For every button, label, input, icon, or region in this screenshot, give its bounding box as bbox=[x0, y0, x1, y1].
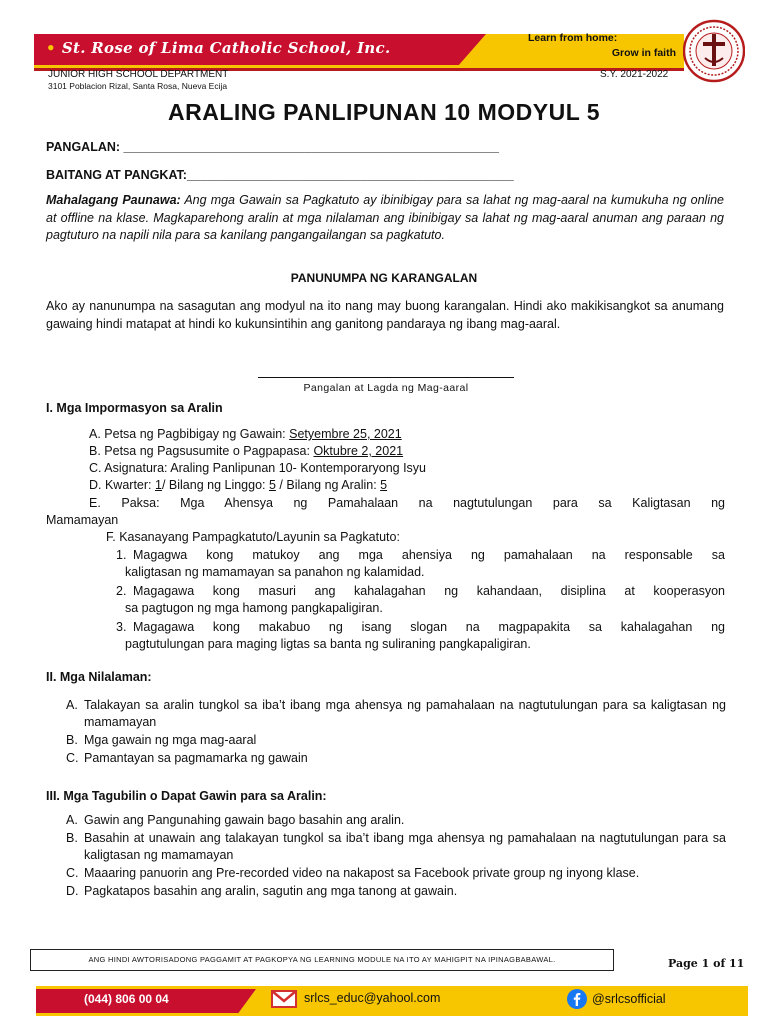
list-item-letter: C. bbox=[66, 751, 79, 765]
objective-line-1: Magagawa kong makabuo ng isang slogan na magpapakita sa kahalagahan ng bbox=[133, 620, 725, 634]
date-due: Oktubre 2, 2021 bbox=[313, 444, 404, 458]
list-item-text: Mga gawain ng mga mag-aaral bbox=[84, 733, 257, 747]
list-item bbox=[46, 732, 726, 749]
grade-label: BAITANG AT PANGKAT: bbox=[46, 168, 187, 182]
list-item bbox=[46, 750, 726, 767]
name-label: PANGALAN: bbox=[46, 140, 124, 154]
list-item-text: Maaaring panuorin ang Pre-recorded video na nakapost sa Facebook private group ng inyong klase. bbox=[84, 866, 640, 880]
list-item-text: Gawin ang Pangunahing gawain bago basahin ang aralin. bbox=[84, 813, 405, 827]
oath-text: Ako ay nanunumpa na sasagutan ang modyul na ito nang may buong karangalan. Hindi ako makikisangkot sa anumang gawaing hindi matapat at hindi ko kukunsintihin ang ganitong pandaraya ng ibang mag-aaral. bbox=[46, 299, 724, 331]
list-item-letter: A. bbox=[66, 813, 78, 827]
list-item-text: Pagkatapos basahin ang aralin, sagutin ang mga tanong at gawain. bbox=[84, 884, 458, 898]
facebook-handle[interactable]: @srlcsofficial bbox=[592, 992, 666, 1006]
grade-line: _______________________________________________ bbox=[186, 168, 514, 182]
page-title: ARALING PANLIPUNAN 10 MODYUL 5 bbox=[167, 99, 601, 125]
objective-line-2: sa pagtugon ng mga hamong pangkapaligiran. bbox=[125, 601, 383, 615]
department: JUNIOR HIGH SCHOOL DEPARTMENT bbox=[48, 69, 229, 80]
list-item-text: Talakayan sa aralin tungkol sa iba’t ibang mga ahensya ng pamahalaan na nagtutulungan para sa kaligtasan ng mamamayan bbox=[84, 698, 726, 729]
mail-icon bbox=[271, 990, 297, 1008]
info-e-line2: Mamamayan bbox=[46, 513, 119, 527]
list-item bbox=[46, 883, 726, 900]
name-line: ______________________________________________________ bbox=[123, 140, 499, 154]
objective-line-1: Magagawa kong masuri ang kahalagahan ng kahandaan, disiplina at kooperasyon bbox=[133, 584, 725, 598]
grade-field bbox=[46, 168, 514, 182]
info-d: D. Kwarter: 1/ Bilang ng Linggo: 5 / Bilang ng Aralin: 5 bbox=[89, 478, 388, 492]
objective-line-2: kaligtasan ng mamamayan sa panahon ng kalamidad. bbox=[125, 565, 425, 579]
info-b: B. Petsa ng Pagsusumite o Pagpapasa: Oktubre 2, 2021 bbox=[89, 444, 404, 458]
objective-number: 2. bbox=[116, 584, 127, 598]
section-2-heading: II. Mga Nilalaman: bbox=[46, 670, 152, 684]
list-item-letter: B. bbox=[66, 733, 78, 747]
objective-line-1: Magagwa kong matukoy ang mga ahensiya ng pamahalaan na responsable sa bbox=[133, 548, 725, 562]
info-e-line1: E. Paksa: Mga Ahensya ng Pamahalaan na nagtutulungan para sa Kaligtasan ng bbox=[89, 496, 725, 510]
list-item bbox=[46, 812, 726, 829]
school-year: S.Y. 2021-2022 bbox=[600, 69, 669, 80]
important-notice bbox=[46, 192, 724, 245]
info-f: F. Kasanayang Pampagkatuto/Layunin sa Pagkatuto: bbox=[106, 530, 400, 544]
motto-line-2: Grow in faith bbox=[611, 47, 676, 59]
info-a: A. Petsa ng Pagbibigay ng Gawain: Setyembre 25, 2021 bbox=[89, 427, 402, 441]
signature-line bbox=[258, 377, 514, 378]
page-number: Page 1 of 11 bbox=[668, 957, 745, 970]
address: 3101 Poblacion Rizal, Santa Rosa, Nueva Ecija bbox=[48, 81, 228, 91]
date-given: Setyembre 25, 2021 bbox=[289, 427, 402, 441]
motto bbox=[528, 31, 676, 61]
facebook-icon bbox=[567, 989, 587, 1009]
oath-heading: PANUNUMPA NG KARANGALAN bbox=[290, 271, 478, 285]
school-name: • St. Rose of Lima Catholic School, Inc. bbox=[46, 39, 391, 57]
objective-line-2: pagtutulungan para maging ligtas sa banta ng suliraning pangkapaligiran. bbox=[125, 637, 531, 651]
school-seal-icon bbox=[683, 18, 745, 84]
list-item-text: Basahin at unawain ang talakayan tungkol sa iba’t ibang mga ahensya ng pamahalaan na nagtutulungan para sa kaligtasan ng mamamayan bbox=[84, 831, 726, 862]
notice-text: Ang mga Gawain sa Pagkatuto ay ibinibigay para sa lahat ng mag-aaral na kumukuha ng online at offline na klase. Magkaparehong aralin at mga nilalaman ang ibinibigay sa lahat ng mag-aaral anuman ang paraan ng pagtuturo na napili nila para sa kanilang pangangailangan sa pagkatuto. bbox=[46, 193, 725, 242]
objective-number: 1. bbox=[116, 548, 127, 562]
list-item bbox=[46, 697, 726, 731]
list-item-text: Pamantayan sa pagmamarka ng gawain bbox=[84, 751, 308, 765]
objective-number: 3. bbox=[116, 620, 127, 634]
motto-line-1: Learn from home: bbox=[528, 32, 618, 44]
list-item bbox=[46, 865, 726, 882]
phone-number: (044) 806 00 04 bbox=[84, 992, 169, 1006]
notice-label: Mahalagang Paunawa: bbox=[46, 193, 181, 207]
list-item-letter: B. bbox=[66, 831, 78, 845]
section-1-heading: I. Mga Impormasyon sa Aralin bbox=[46, 401, 223, 415]
list-item-letter: A. bbox=[66, 698, 78, 712]
section-3-heading: III. Mga Tagubilin o Dapat Gawin para sa Aralin: bbox=[46, 789, 327, 803]
list-item-letter: D. bbox=[66, 884, 79, 898]
signature-caption: Pangalan at Lagda ng Mag-aaral bbox=[303, 382, 469, 394]
email-address[interactable]: srlcs_educ@yahool.com bbox=[304, 991, 441, 1005]
copyright-notice: ANG HINDI AWTORISADONG PAGGAMIT AT PAGKOPYA NG LEARNING MODULE NA ITO AY MAHIGPIT NA IPINAGBABAWAL. bbox=[30, 949, 614, 971]
list-item bbox=[46, 830, 726, 864]
name-field bbox=[46, 140, 499, 154]
contents-list bbox=[46, 697, 726, 768]
list-item-letter: C. bbox=[66, 866, 79, 880]
info-c: C. Asignatura: Araling Panlipunan 10- Kontemporaryong Isyu bbox=[89, 461, 427, 475]
instructions-list bbox=[46, 812, 726, 901]
